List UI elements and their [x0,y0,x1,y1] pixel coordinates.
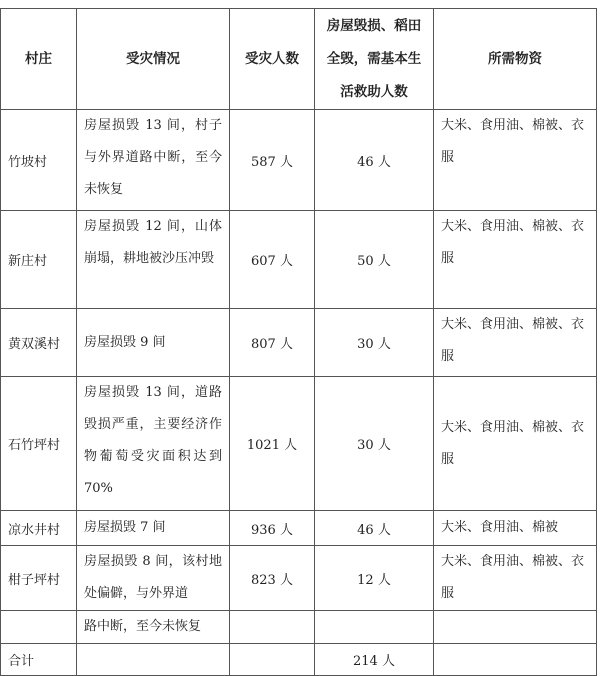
village-name [1,611,77,644]
header-need-aid: 房屋毁损、稻田全毁，需基本生活救助人数 [315,9,434,110]
village-name: 石竹坪村 [1,377,77,511]
table-row [1,546,597,611]
supplies-cell: 大米、食用油、棉被、衣服 [434,377,597,511]
affected-cell: 607 人 [230,211,315,309]
need-aid-cell: 12 人 [315,546,434,611]
affected-cell: 936 人 [230,511,315,546]
affected-cell: 823 人 [230,546,315,611]
table-row [1,611,597,644]
affected-cell: 1021 人 [230,377,315,511]
village-name: 柑子坪村 [1,546,77,611]
supplies-cell: 大米、食用油、棉被、衣服 [434,546,597,611]
header-situation: 受灾情况 [77,9,230,110]
header-affected: 受灾人数 [230,9,315,110]
supplies-cell [434,611,597,644]
situation-cell: 房屋损毁 12 间，山体崩塌，耕地被沙压冲毁 [77,211,230,309]
situation-cell: 房屋损毁 7 间 [77,511,230,546]
need-aid-cell: 30 人 [315,309,434,377]
village-name: 新庄村 [1,211,77,309]
affected-cell [230,611,315,644]
need-aid-cell: 30 人 [315,377,434,511]
need-aid-cell: 46 人 [315,511,434,546]
total-label: 合计 [1,644,77,676]
table-row [1,309,597,377]
header-supplies: 所需物资 [434,9,597,110]
table-row [1,377,597,511]
need-aid-cell: 46 人 [315,110,434,211]
need-aid-cell [315,611,434,644]
header-village: 村庄 [1,9,77,110]
affected-cell: 587 人 [230,110,315,211]
village-name: 竹坡村 [1,110,77,211]
supplies-cell: 大米、食用油、棉被、衣服 [434,309,597,377]
affected-cell: 807 人 [230,309,315,377]
total-row [1,644,597,676]
situation-cell: 房屋损毁 13 间，村子与外界道路中断，至今未恢复 [77,110,230,211]
situation-cell: 房屋损毁 13 间，道路毁损严重，主要经济作物葡萄受灾面积达到 70% [77,377,230,511]
situation-cell: 房屋损毁 9 间 [77,309,230,377]
situation-cell: 房屋损毁 8 间，该村地处偏僻，与外界道 [77,546,230,611]
need-aid-cell: 50 人 [315,211,434,309]
village-name: 黄双溪村 [1,309,77,377]
total-need-aid: 214 人 [315,644,434,676]
table-row [1,110,597,211]
header-row [1,9,597,110]
village-name: 凉水井村 [1,511,77,546]
situation-cell: 路中断，至今未恢复 [77,611,230,644]
supplies-cell: 大米、食用油、棉被 [434,511,597,546]
relief-table [0,8,597,676]
table-row [1,511,597,546]
supplies-cell: 大米、食用油、棉被、衣服 [434,211,597,309]
supplies-cell: 大米、食用油、棉被、衣服 [434,110,597,211]
table-row [1,211,597,309]
